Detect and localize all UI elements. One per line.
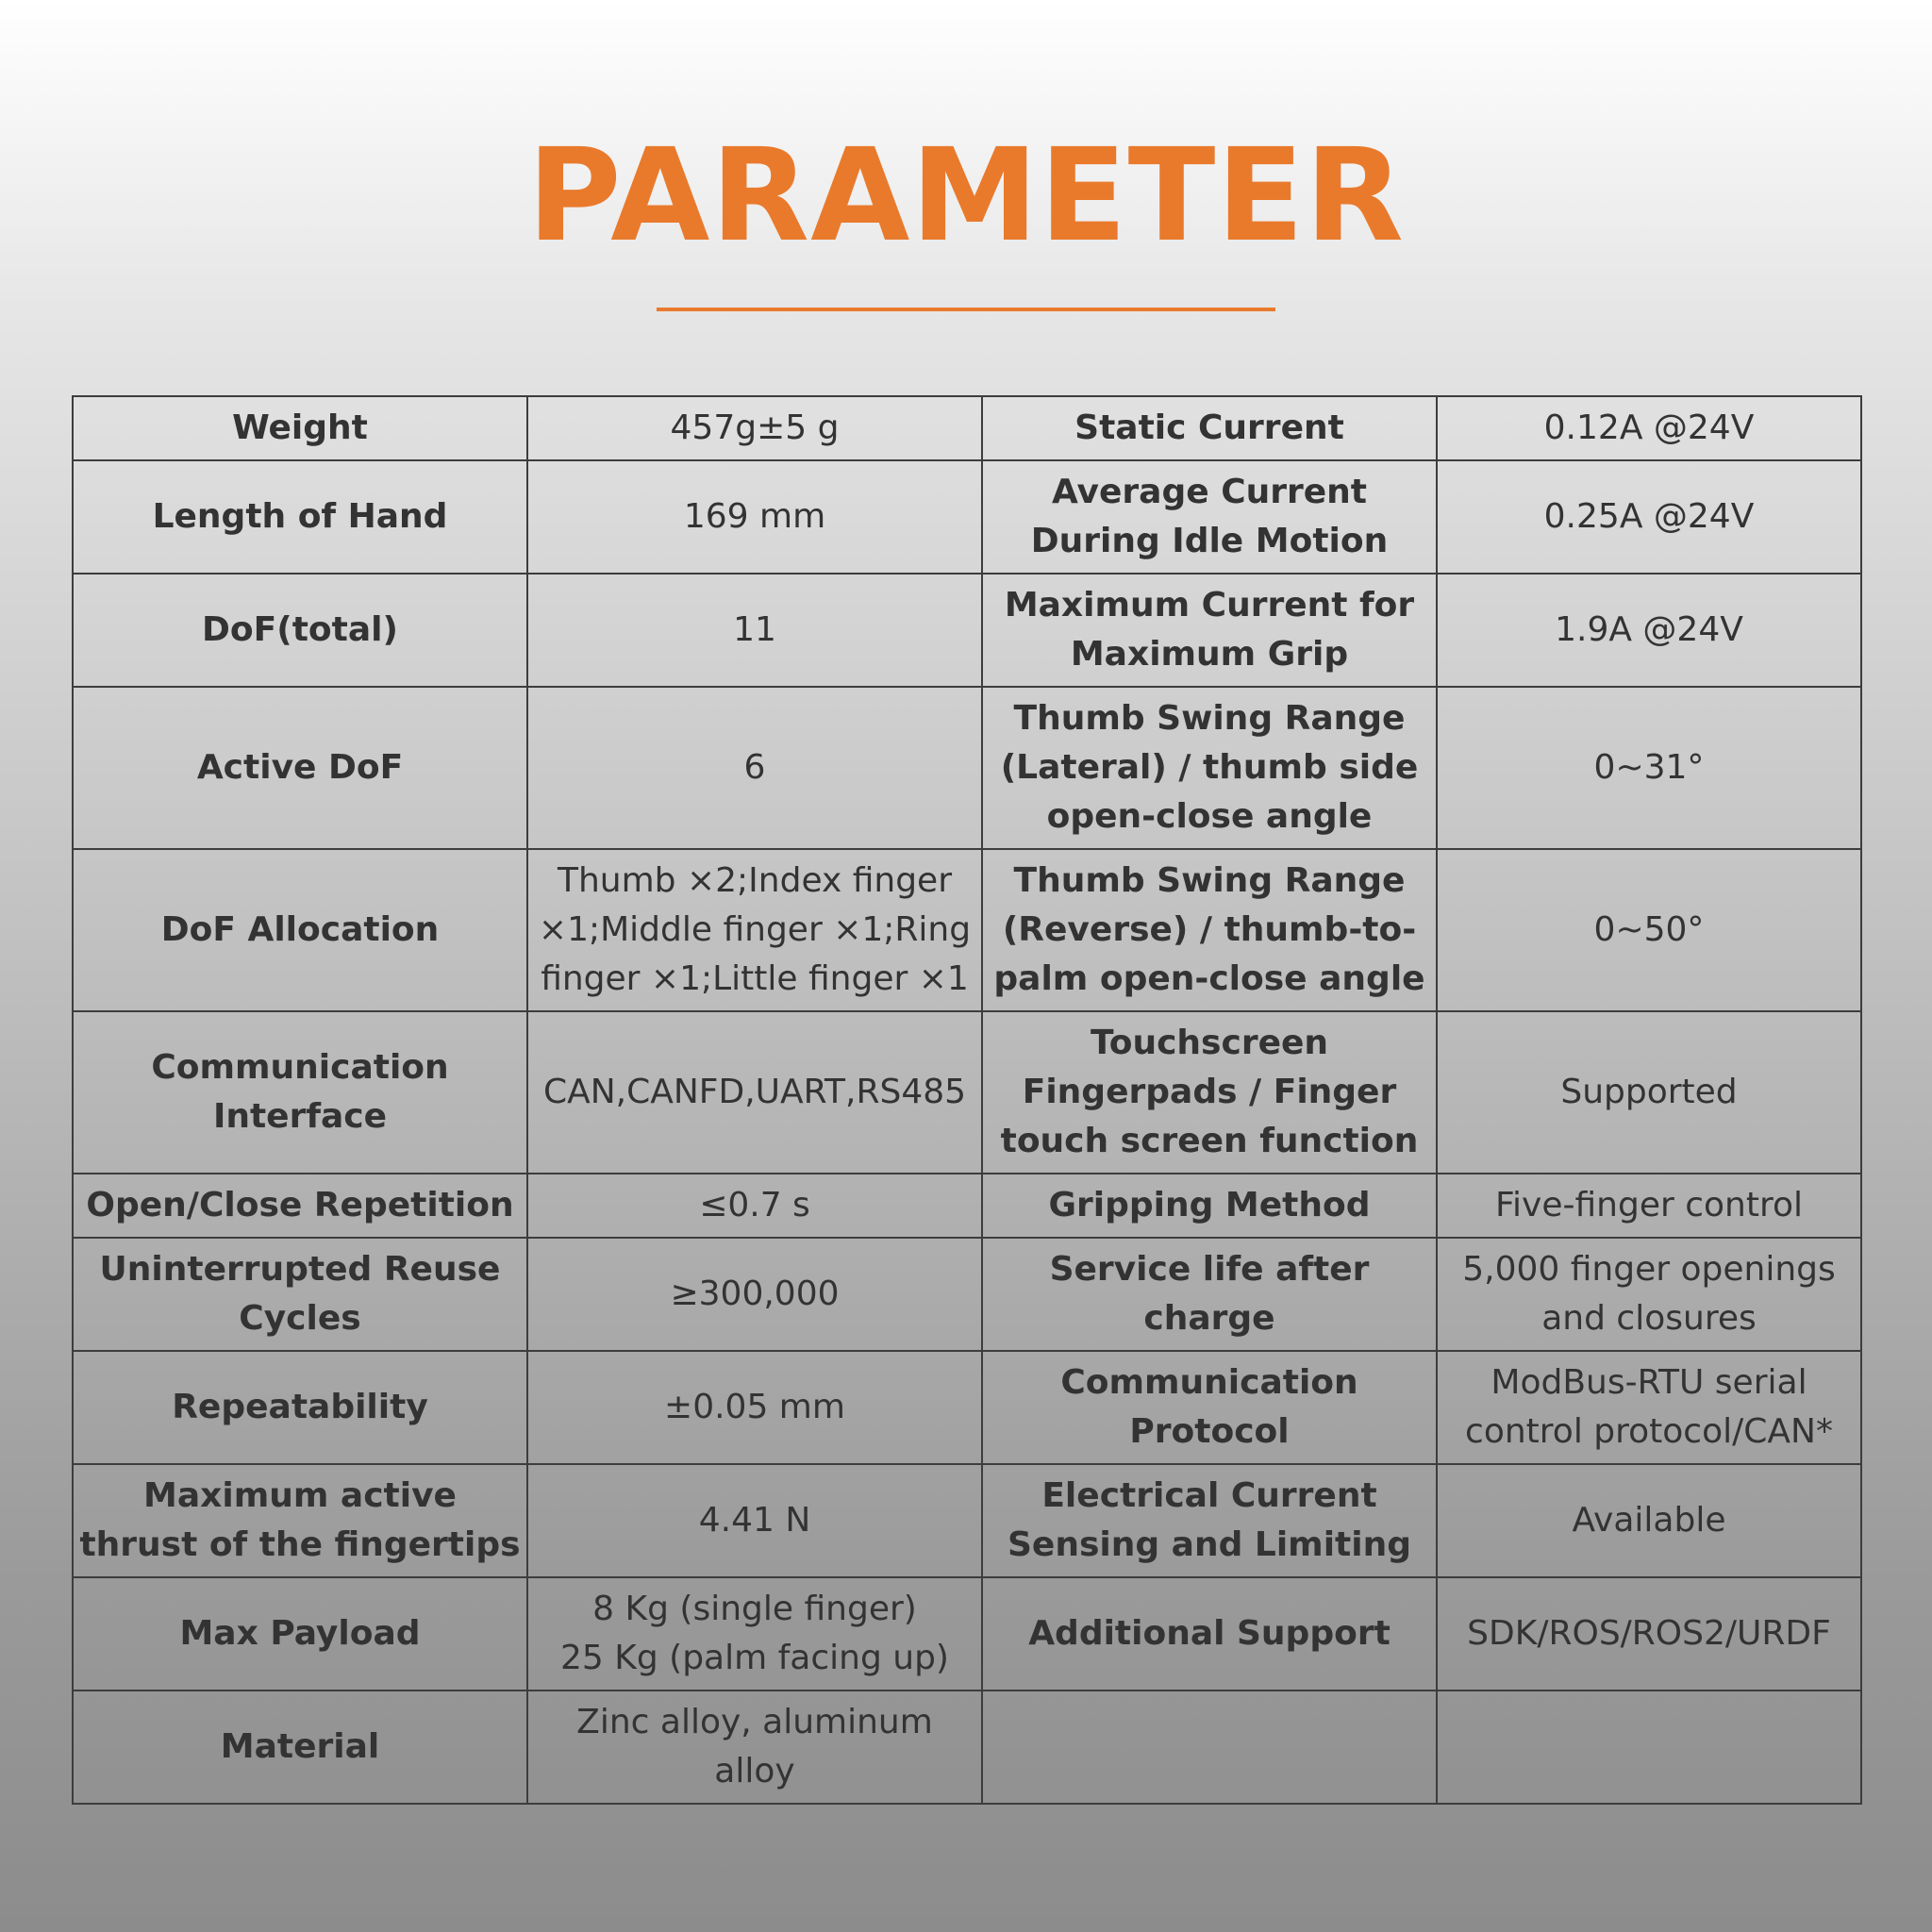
param-label: Electrical Current Sensing and Limiting xyxy=(982,1464,1437,1577)
param-value: 4.41 N xyxy=(527,1464,982,1577)
table-row xyxy=(73,1011,1861,1174)
param-value: 6 xyxy=(527,687,982,849)
param-label xyxy=(982,1690,1437,1804)
param-value: 1.9A @24V xyxy=(1437,574,1861,687)
param-value: 0~50° xyxy=(1437,849,1861,1011)
param-label: Open/Close Repetition xyxy=(73,1174,527,1238)
param-label: DoF Allocation xyxy=(73,849,527,1011)
param-value: SDK/ROS/ROS2/URDF xyxy=(1437,1577,1861,1690)
param-value: 169 mm xyxy=(527,460,982,574)
param-value: ≤0.7 s xyxy=(527,1174,982,1238)
param-label: Maximum Current for Maximum Grip xyxy=(982,574,1437,687)
param-label: Service life after charge xyxy=(982,1238,1437,1351)
param-value xyxy=(527,1577,982,1690)
param-value: Zinc alloy, aluminum alloy xyxy=(527,1690,982,1804)
param-value: 11 xyxy=(527,574,982,687)
table-row xyxy=(73,1351,1861,1464)
table-row xyxy=(73,687,1861,849)
param-label: Length of Hand xyxy=(73,460,527,574)
table-row xyxy=(73,1464,1861,1577)
param-label: Active DoF xyxy=(73,687,527,849)
param-value-line: 25 Kg (palm facing up) xyxy=(560,1639,949,1677)
param-value: 0~31° xyxy=(1437,687,1861,849)
param-label: Material xyxy=(73,1690,527,1804)
param-label: Weight xyxy=(73,396,527,460)
param-value: ModBus-RTU serial control protocol/CAN* xyxy=(1437,1351,1861,1464)
param-label: Touchscreen Fingerpads / Finger touch screen function xyxy=(982,1011,1437,1174)
param-label: Thumb Swing Range (Lateral) / thumb side open-close angle xyxy=(982,687,1437,849)
param-label: Gripping Method xyxy=(982,1174,1437,1238)
parameter-table xyxy=(72,395,1862,1805)
param-value: ±0.05 mm xyxy=(527,1351,982,1464)
table-row xyxy=(73,574,1861,687)
table-row xyxy=(73,396,1861,460)
param-value: 0.12A @24V xyxy=(1437,396,1861,460)
param-value: CAN,CANFD,UART,RS485 xyxy=(527,1011,982,1174)
param-value: 0.25A @24V xyxy=(1437,460,1861,574)
param-value: Available xyxy=(1437,1464,1861,1577)
param-label: Uninterrupted Reuse Cycles xyxy=(73,1238,527,1351)
param-label: DoF(total) xyxy=(73,574,527,687)
param-label: Communication Protocol xyxy=(982,1351,1437,1464)
param-label: Thumb Swing Range (Reverse) / thumb-to-palm open-close angle xyxy=(982,849,1437,1011)
table-row xyxy=(73,1238,1861,1351)
table-row xyxy=(73,1174,1861,1238)
table-row xyxy=(73,1690,1861,1804)
param-label: Static Current xyxy=(982,396,1437,460)
param-label: Communication Interface xyxy=(73,1011,527,1174)
param-label: Maximum active thrust of the fingertips xyxy=(73,1464,527,1577)
param-value: 5,000 finger openings and closures xyxy=(1437,1238,1861,1351)
page-title: PARAMETER xyxy=(526,122,1406,271)
param-value: Five-finger control xyxy=(1437,1174,1861,1238)
table-row xyxy=(73,849,1861,1011)
param-label: Additional Support xyxy=(982,1577,1437,1690)
param-value: Supported xyxy=(1437,1011,1861,1174)
param-value: Thumb ×2;Index finger ×1;Middle finger ×1;Ring finger ×1;Little finger ×1 xyxy=(527,849,982,1011)
table-row xyxy=(73,460,1861,574)
param-value-line: 8 Kg (single finger) xyxy=(592,1590,917,1628)
param-label: Max Payload xyxy=(73,1577,527,1690)
param-value: 457g±5 g xyxy=(527,396,982,460)
param-label: Repeatability xyxy=(73,1351,527,1464)
title-divider xyxy=(657,308,1275,311)
param-value xyxy=(1437,1690,1861,1804)
param-label: Average Current During Idle Motion xyxy=(982,460,1437,574)
table-row xyxy=(73,1577,1861,1690)
param-value: ≥300,000 xyxy=(527,1238,982,1351)
